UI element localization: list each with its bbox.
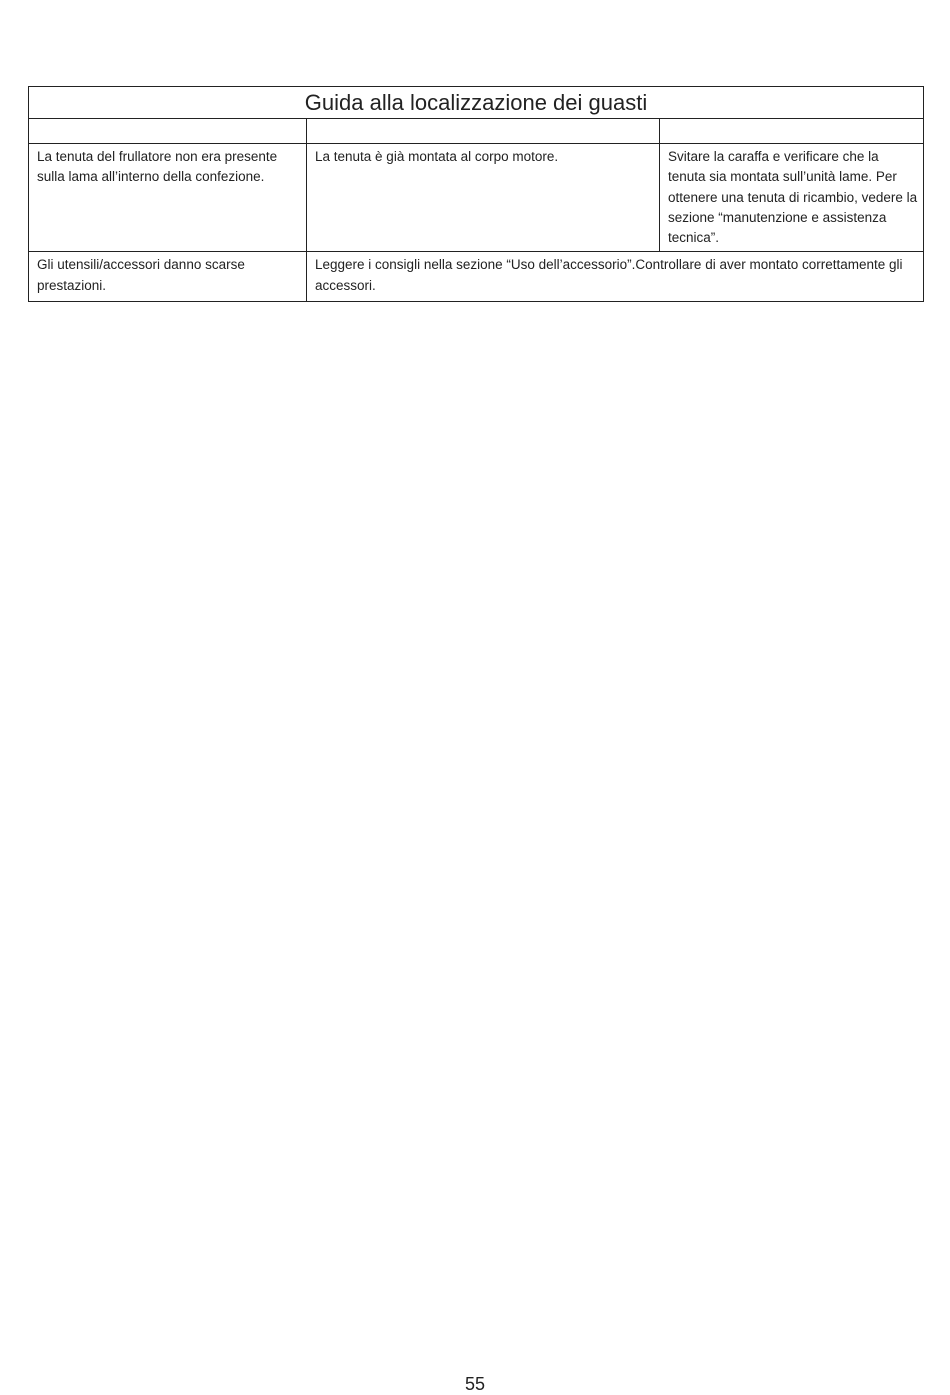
cause-solution-cell: Leggere i consigli nella sezione “Uso dell’accessorio”.Controllare di aver montato correttamente gli accessori. xyxy=(307,252,924,302)
column-header-problem xyxy=(29,119,307,144)
column-header-solution xyxy=(660,119,924,144)
solution-cell: Svitare la caraffa e verificare che la tenuta sia montata sull’unità lame. Per ottenere una tenuta di ricambio, vedere la sezione “manutenzione e assistenza tecnica”. xyxy=(660,144,924,252)
problem-cell: Gli utensili/accessori danno scarse prestazioni. xyxy=(29,252,307,302)
table-title-row xyxy=(29,87,924,119)
problem-cell: La tenuta del frullatore non era presente sulla lama all’interno della confezione. xyxy=(29,144,307,252)
cause-cell: La tenuta è già montata al corpo motore. xyxy=(307,144,660,252)
page-number: 55 xyxy=(464,1374,486,1394)
table-row xyxy=(29,252,924,302)
troubleshooting-table xyxy=(28,86,924,302)
table-title: Guida alla localizzazione dei guasti xyxy=(29,87,924,119)
column-header-cause xyxy=(307,119,660,144)
table-row xyxy=(29,144,924,252)
table-header-row xyxy=(29,119,924,144)
